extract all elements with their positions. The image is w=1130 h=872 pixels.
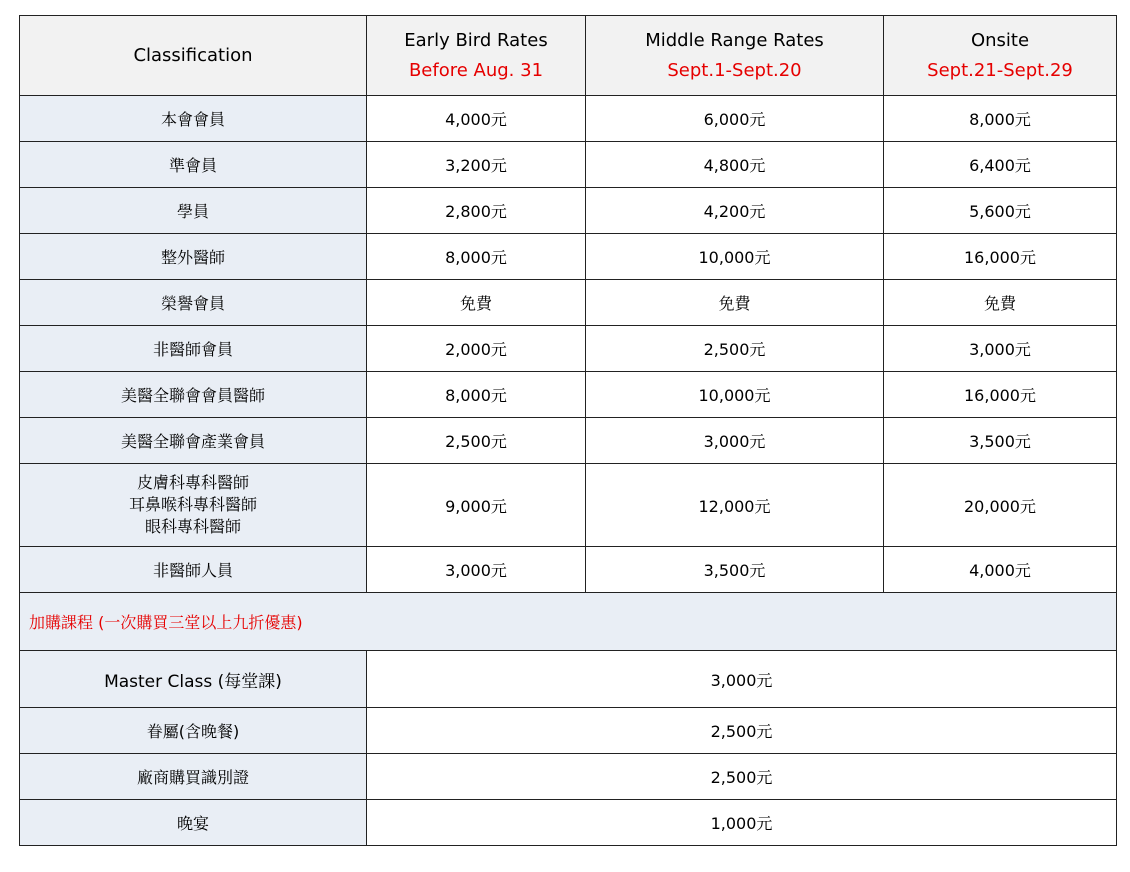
row-label: 美醫全聯會產業會員 <box>20 418 367 464</box>
row-label: 非醫師會員 <box>20 326 367 372</box>
onsite-price: 8,000元 <box>884 96 1117 142</box>
addon-price: 3,000元 <box>367 651 1117 708</box>
onsite-price: 4,000元 <box>884 547 1117 593</box>
addon-label: Master Class (每堂課) <box>20 651 367 708</box>
table-row <box>20 280 1117 326</box>
addon-section-title: 加購課程 (一次購買三堂以上九折優惠) <box>20 593 1117 651</box>
addon-row <box>20 651 1117 708</box>
registration-fee-table <box>19 15 1117 846</box>
header-classification-label: Classification <box>133 44 253 66</box>
header-early-bird-date: Before Aug. 31 <box>408 59 544 81</box>
table-row <box>20 464 1117 547</box>
middle-range-price: 10,000元 <box>586 372 884 418</box>
table-row <box>20 142 1117 188</box>
table-row <box>20 547 1117 593</box>
header-onsite-title: Onsite <box>970 29 1030 51</box>
row-label: 美醫全聯會會員醫師 <box>20 372 367 418</box>
table-row <box>20 188 1117 234</box>
early-bird-price: 4,000元 <box>367 96 586 142</box>
addon-label: 晚宴 <box>20 800 367 846</box>
early-bird-price: 3,200元 <box>367 142 586 188</box>
middle-range-price: 免費 <box>586 280 884 326</box>
middle-range-price: 4,800元 <box>586 142 884 188</box>
row-label-line: 耳鼻喉科專科醫師 <box>128 495 257 514</box>
table-header-row <box>20 16 1117 96</box>
onsite-price: 5,600元 <box>884 188 1117 234</box>
middle-range-price: 3,500元 <box>586 547 884 593</box>
row-label: 非醫師人員 <box>20 547 367 593</box>
header-early-bird-title: Early Bird Rates <box>404 29 548 51</box>
middle-range-price: 10,000元 <box>586 234 884 280</box>
row-label: 本會會員 <box>20 96 367 142</box>
header-middle-range-title: Middle Range Rates <box>645 29 824 51</box>
onsite-price: 免費 <box>884 280 1117 326</box>
table-row <box>20 418 1117 464</box>
early-bird-price: 8,000元 <box>367 372 586 418</box>
middle-range-price: 6,000元 <box>586 96 884 142</box>
onsite-price: 16,000元 <box>884 234 1117 280</box>
addon-label: 廠商購買識別證 <box>20 754 367 800</box>
header-middle-range <box>586 16 884 96</box>
table-row <box>20 372 1117 418</box>
addon-label: 眷屬(含晚餐) <box>20 708 367 754</box>
row-label: 準會員 <box>20 142 367 188</box>
row-label: 榮譽會員 <box>20 280 367 326</box>
middle-range-price: 3,000元 <box>586 418 884 464</box>
row-label-line: 眼科專科醫師 <box>144 517 241 536</box>
row-label: 學員 <box>20 188 367 234</box>
header-classification <box>20 16 367 96</box>
header-onsite-date: Sept.21-Sept.29 <box>927 59 1073 81</box>
addon-price: 2,500元 <box>367 754 1117 800</box>
header-early-bird <box>367 16 586 96</box>
addon-row <box>20 754 1117 800</box>
early-bird-price: 9,000元 <box>367 464 586 547</box>
row-label: 整外醫師 <box>20 234 367 280</box>
addon-row <box>20 708 1117 754</box>
early-bird-price: 8,000元 <box>367 234 586 280</box>
middle-range-price: 2,500元 <box>586 326 884 372</box>
onsite-price: 20,000元 <box>884 464 1117 547</box>
addon-row <box>20 800 1117 846</box>
early-bird-price: 2,800元 <box>367 188 586 234</box>
onsite-price: 3,000元 <box>884 326 1117 372</box>
header-middle-range-date: Sept.1-Sept.20 <box>667 59 802 81</box>
middle-range-price: 12,000元 <box>586 464 884 547</box>
onsite-price: 6,400元 <box>884 142 1117 188</box>
addon-price: 1,000元 <box>367 800 1117 846</box>
onsite-price: 16,000元 <box>884 372 1117 418</box>
addon-price: 2,500元 <box>367 708 1117 754</box>
table-row <box>20 96 1117 142</box>
middle-range-price: 4,200元 <box>586 188 884 234</box>
row-label-multiline <box>20 464 367 547</box>
table-row <box>20 234 1117 280</box>
early-bird-price: 2,500元 <box>367 418 586 464</box>
row-label-line: 皮膚科專科醫師 <box>136 473 249 492</box>
early-bird-price: 免費 <box>367 280 586 326</box>
early-bird-price: 2,000元 <box>367 326 586 372</box>
early-bird-price: 3,000元 <box>367 547 586 593</box>
header-onsite <box>884 16 1117 96</box>
onsite-price: 3,500元 <box>884 418 1117 464</box>
addon-section-row <box>20 593 1117 651</box>
table-row <box>20 326 1117 372</box>
